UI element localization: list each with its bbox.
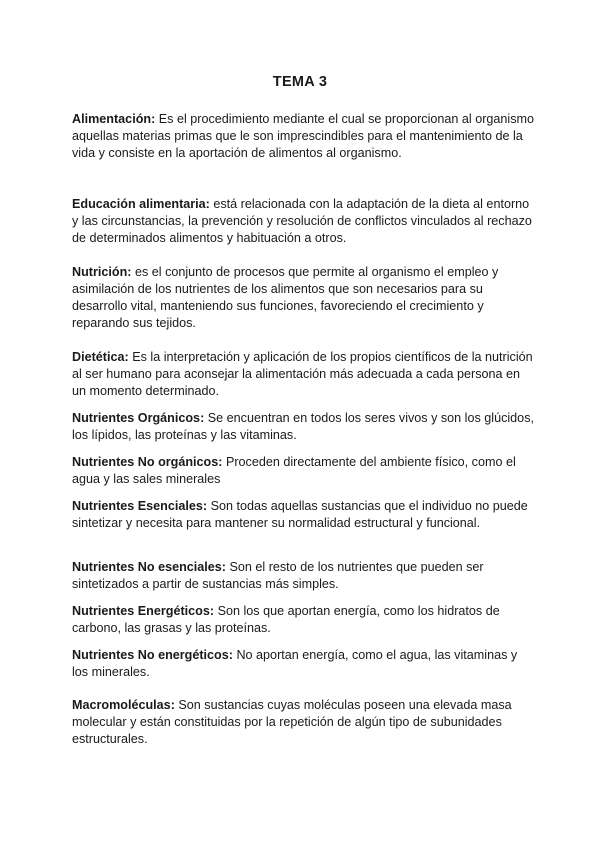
definition-text: Se encuentran en todos los seres vivos y son los glúcidos, los lípidos, las proteínas y las vitaminas. — [72, 411, 534, 442]
definition-term: Alimentación: — [72, 112, 156, 126]
definition-text: es el conjunto de procesos que permite al organismo el empleo y asimilación de los nutrientes de los alimentos que son necesarios para su desarrollo vital, manteniendo sus funciones, favoreciendo el crecimiento y reparando sus tejidos. — [72, 265, 499, 330]
definition-entry-macromoleculas — [72, 697, 534, 748]
definition-term: Nutrientes No orgánicos: — [72, 455, 223, 469]
definition-term: Nutrientes Orgánicos: — [72, 411, 205, 425]
definition-text: Proceden directamente del ambiente físico, como el agua y las sales minerales — [72, 455, 516, 486]
definition-term: Dietética: — [72, 350, 129, 364]
definition-entry-nutrientes-no-energeticos — [72, 647, 534, 681]
definition-entry-nutricion — [72, 264, 534, 332]
definition-entry-educacion-alimentaria — [72, 196, 534, 247]
definition-text: Es la interpretación y aplicación de los propios científicos de la nutrición al ser humano para aconsejar la alimentación más adecuada a cada persona en un momento determinado. — [72, 350, 533, 398]
definition-term: Nutrientes No energéticos: — [72, 648, 233, 662]
definition-text: está relacionada con la adaptación de la dieta al entorno y las circunstancias, la prevención y resolución de conflictos vinculados al rechazo de determinados alimentos y habituación a otros. — [72, 197, 532, 245]
definition-entry-dietetica — [72, 349, 534, 400]
definition-entry-nutrientes-organicos — [72, 410, 534, 444]
definition-term: Educación alimentaria: — [72, 197, 210, 211]
definition-term: Nutrientes Esenciales: — [72, 499, 208, 513]
definition-text: Es el procedimiento mediante el cual se proporcionan al organismo aquellas materias primas que le son imprescindibles para el mantenimiento de la vida y consiste en la aportación de alimentos al organismo. — [72, 112, 535, 160]
definition-text: Son sustancias cuyas moléculas poseen una elevada masa molecular y están constituidas por la repetición de algún tipo de subunidades estructurales. — [72, 698, 512, 746]
definition-term: Macromoléculas: — [72, 698, 175, 712]
definition-text: No aportan energía, como el agua, las vitaminas y los minerales. — [72, 648, 518, 679]
definition-text: Son los que aportan energía, como los hidratos de carbono, las grasas y las proteínas. — [72, 604, 500, 635]
definition-entry-nutrientes-no-organicos — [72, 454, 534, 488]
definition-term: Nutrición: — [72, 265, 132, 279]
definition-term: Nutrientes No esenciales: — [72, 560, 226, 574]
page-title: TEMA 3 — [272, 74, 328, 90]
definition-entry-nutrientes-energeticos — [72, 603, 534, 637]
definition-term: Nutrientes Energéticos: — [72, 604, 215, 618]
definition-text: Son el resto de los nutrientes que pueden ser sintetizados a partir de sustancias más simples. — [72, 560, 484, 591]
definition-text: Son todas aquellas sustancias que el individuo no puede sintetizar y necesita para mantener su normalidad estructural y funcional. — [72, 499, 528, 530]
definition-entry-nutrientes-esenciales — [72, 498, 534, 532]
definition-entry-alimentacion — [72, 111, 534, 162]
definition-entry-nutrientes-no-esenciales — [72, 559, 534, 593]
